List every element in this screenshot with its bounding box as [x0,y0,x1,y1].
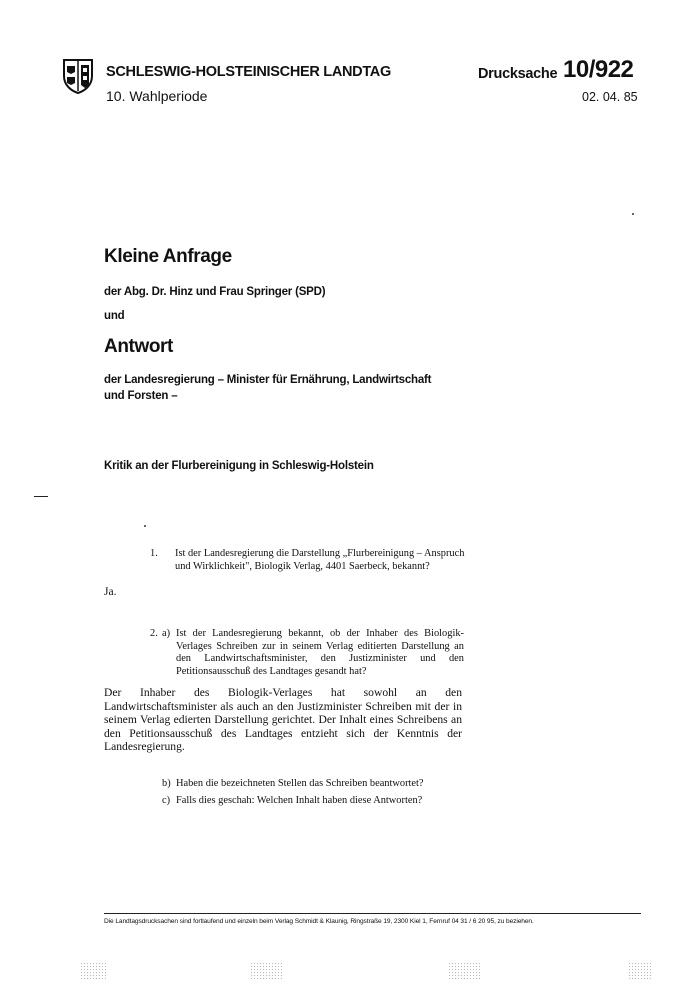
scan-noise [80,962,106,980]
scan-noise [250,962,284,980]
footer-note: Die Landtagsdrucksachen sind fortlaufend und einzeln beim Verlag Schmidt & Klaunig, Ringstraße 19, 2300 Kiel 1, Fernruf 04 31 / 6 20 95, zu beziehen. [104,918,534,925]
scan-speck [144,525,146,527]
scan-speck [632,213,634,215]
inquiry-authors: der Abg. Dr. Hinz und Frau Springer (SPD) [104,286,326,298]
document-number: 10/922 [563,56,634,83]
coat-of-arms-icon [62,58,94,94]
margin-mark [34,496,48,497]
answer-by-line1: der Landesregierung – Minister für Ernährung, Landwirtschaft [104,374,432,386]
answer-2a-text: Der Inhaber des Biologik-Verlages hat sowohl an den Landwirtschaftsminister als auch an den Justizminister Schreiben mit der in seinem Verlag edierten Darstellung gerichtet. Der Inhalt eines Schreibens an den Petitionsausschuß des Landtages entzieht sich der Kenntnis der Landesregierung. [104,686,462,753]
legislative-period: 10. Wahlperiode [106,88,208,104]
document-date: 02. 04. 85 [582,90,638,104]
answer-title: Antwort [104,336,173,357]
question-2c-label: c) [162,795,171,806]
answer-1-text: Ja. [104,586,117,598]
question-1-text: Ist der Landesregierung die Darstellung „Flurbereinigung – Anspruch und Wirklichkeit", Biologik Verlag, 4401 Saerbeck, bekannt? [175,548,465,572]
answer-by-line2: und Forsten – [104,390,178,402]
scan-noise [628,962,652,980]
parliament-name: SCHLESWIG-HOLSTEINISCHER LANDTAG [106,64,391,80]
question-2a-label: a) [162,628,171,639]
question-2b-label: b) [162,778,171,789]
connector-text: und [104,310,125,322]
document-label: Drucksache [478,66,558,82]
inquiry-title: Kleine Anfrage [104,246,232,267]
question-2a-text: Ist der Landesregierung bekannt, ob der Inhaber des Biologik-Verlages Schreiben zur in seinem Verlag editierten Darstellung an den Landwirtschaftsminister, den Justizminister und den Petitionsausschuß des Landtages gesandt hat? [176,628,464,677]
footer-rule [104,913,641,914]
question-1-number: 1. [150,548,158,559]
subject-line: Kritik an der Flurbereinigung in Schleswig-Holstein [104,460,374,472]
question-2-number: 2. [150,628,158,639]
question-2c-text: Falls dies geschah: Welchen Inhalt haben diese Antworten? [176,795,423,806]
question-2b-text: Haben die bezeichneten Stellen das Schreiben beantwortet? [176,778,424,789]
scan-noise [448,962,482,980]
